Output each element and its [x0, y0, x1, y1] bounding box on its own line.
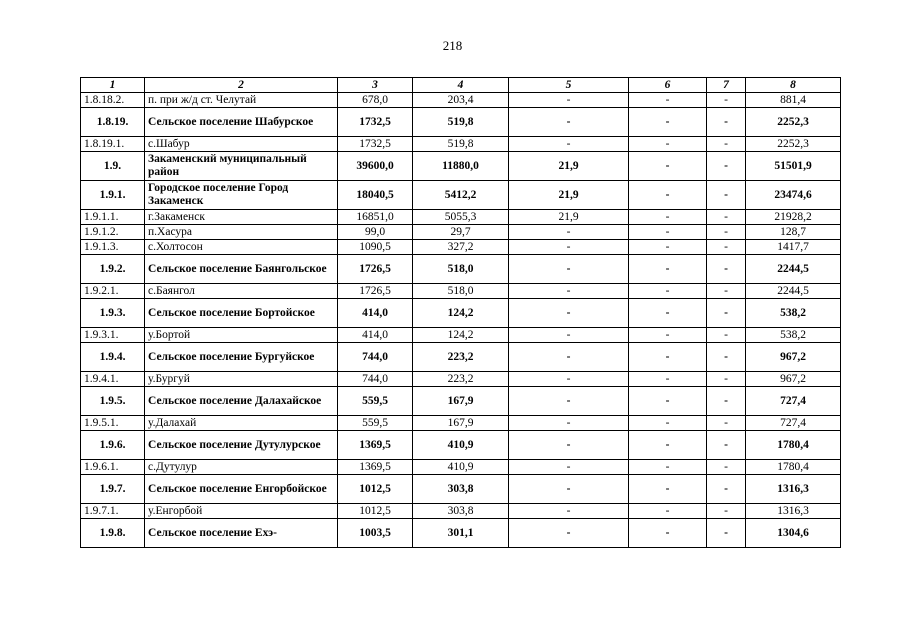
table-cell: 1.9.7.1.	[81, 504, 145, 519]
table-cell: 1012,5	[338, 504, 413, 519]
table-cell: 1.9.1.1.	[81, 210, 145, 225]
table-cell: 1.9.5.	[81, 387, 145, 416]
table-cell: Сельское поселение Дутулурское	[145, 431, 338, 460]
table-cell: 1.9.	[81, 152, 145, 181]
table-cell: 203,4	[413, 93, 509, 108]
table-row	[81, 108, 841, 137]
table-cell: -	[509, 460, 629, 475]
table-cell: -	[707, 225, 746, 240]
table-cell: у.Бортой	[145, 328, 338, 343]
table-cell: 538,2	[746, 328, 841, 343]
table-row	[81, 225, 841, 240]
page-number: 218	[442, 38, 463, 53]
table-cell: 1.9.4.	[81, 343, 145, 372]
table-cell: -	[707, 343, 746, 372]
table-cell: -	[629, 328, 707, 343]
table-cell: п. при ж/д ст. Челутай	[145, 93, 338, 108]
table-cell: -	[509, 504, 629, 519]
table-cell: 124,2	[413, 299, 509, 328]
table-cell: -	[629, 284, 707, 299]
table-cell: 1316,3	[746, 475, 841, 504]
table-cell: 1316,3	[746, 504, 841, 519]
table-cell: 167,9	[413, 416, 509, 431]
table-cell: -	[707, 504, 746, 519]
table-cell: -	[509, 372, 629, 387]
data-table	[80, 77, 841, 548]
table-cell: 167,9	[413, 387, 509, 416]
table-cell: 1.8.19.	[81, 108, 145, 137]
table-cell: 881,4	[746, 93, 841, 108]
table-cell: 29,7	[413, 225, 509, 240]
table-row	[81, 460, 841, 475]
table-cell: 967,2	[746, 372, 841, 387]
table-cell: -	[707, 299, 746, 328]
table-row	[81, 181, 841, 210]
table-cell: -	[509, 475, 629, 504]
table-cell: 1.9.2.1.	[81, 284, 145, 299]
table-cell: 559,5	[338, 387, 413, 416]
table-cell: 21,9	[509, 210, 629, 225]
table-cell: 1732,5	[338, 108, 413, 137]
table-cell: -	[629, 504, 707, 519]
table-cell: -	[707, 152, 746, 181]
table-cell: 414,0	[338, 328, 413, 343]
table-cell: 744,0	[338, 343, 413, 372]
header-cell: 7	[707, 78, 746, 93]
header-cell: 5	[509, 78, 629, 93]
table-row	[81, 504, 841, 519]
table-cell: 1.9.6.	[81, 431, 145, 460]
table-cell: -	[629, 431, 707, 460]
table-cell: 1.9.1.	[81, 181, 145, 210]
table-cell: 5412,2	[413, 181, 509, 210]
table-cell: -	[707, 284, 746, 299]
table-cell: -	[509, 240, 629, 255]
table-cell: -	[629, 240, 707, 255]
table-cell: 21,9	[509, 181, 629, 210]
table-cell: -	[707, 460, 746, 475]
table-cell: Сельское поселение Бургуйское	[145, 343, 338, 372]
header-cell: 8	[746, 78, 841, 93]
table-cell: -	[509, 137, 629, 152]
table-cell: 1.9.4.1.	[81, 372, 145, 387]
table-cell: -	[629, 152, 707, 181]
table-cell: -	[629, 181, 707, 210]
table-cell: 128,7	[746, 225, 841, 240]
table-cell: 538,2	[746, 299, 841, 328]
table-row	[81, 343, 841, 372]
table-cell: 518,0	[413, 284, 509, 299]
table-cell: 1090,5	[338, 240, 413, 255]
table-cell: 2252,3	[746, 108, 841, 137]
table-cell: 1304,6	[746, 519, 841, 548]
table-cell: -	[629, 210, 707, 225]
table-cell: 2252,3	[746, 137, 841, 152]
table-cell: с.Баянгол	[145, 284, 338, 299]
table-cell: -	[509, 93, 629, 108]
table-cell: у.Далахай	[145, 416, 338, 431]
table-cell: Сельское поселение Шабурское	[145, 108, 338, 137]
table-cell: 39600,0	[338, 152, 413, 181]
table-cell: 21,9	[509, 152, 629, 181]
header-cell: 6	[629, 78, 707, 93]
table-cell: п.Хасура	[145, 225, 338, 240]
table-cell: -	[629, 225, 707, 240]
table-cell: 1780,4	[746, 431, 841, 460]
table-row	[81, 137, 841, 152]
table-cell: 1726,5	[338, 255, 413, 284]
table-row	[81, 328, 841, 343]
table-cell: с.Дутулур	[145, 460, 338, 475]
table-cell: -	[629, 460, 707, 475]
table-cell: -	[629, 299, 707, 328]
table-cell: -	[629, 137, 707, 152]
header-cell: 4	[413, 78, 509, 93]
table-cell: г.Закаменск	[145, 210, 338, 225]
table-cell: 18040,5	[338, 181, 413, 210]
table-cell: 124,2	[413, 328, 509, 343]
table-cell: 1.9.3.	[81, 299, 145, 328]
table-cell: 2244,5	[746, 255, 841, 284]
table-cell: Сельское поселение Баянгольское	[145, 255, 338, 284]
table-cell: -	[629, 387, 707, 416]
table-cell: 1369,5	[338, 460, 413, 475]
table-row	[81, 240, 841, 255]
table-cell: 99,0	[338, 225, 413, 240]
header-cell: 1	[81, 78, 145, 93]
table-cell: Сельское поселение Ехэ-	[145, 519, 338, 548]
table-cell: -	[509, 387, 629, 416]
table-cell: -	[707, 108, 746, 137]
table-cell: 1.8.18.2.	[81, 93, 145, 108]
table-cell: 23474,6	[746, 181, 841, 210]
table-cell: -	[629, 108, 707, 137]
table-row	[81, 519, 841, 548]
table-cell: 1780,4	[746, 460, 841, 475]
table-cell: с.Холтосон	[145, 240, 338, 255]
table-cell: -	[707, 255, 746, 284]
table-row	[81, 475, 841, 504]
table-cell: 16851,0	[338, 210, 413, 225]
table-row	[81, 431, 841, 460]
table-cell: 5055,3	[413, 210, 509, 225]
table-cell: 1732,5	[338, 137, 413, 152]
table-row	[81, 255, 841, 284]
table-cell: с.Шабур	[145, 137, 338, 152]
table-cell: -	[509, 343, 629, 372]
table-cell: 1369,5	[338, 431, 413, 460]
table-cell: -	[509, 328, 629, 343]
table-cell: 559,5	[338, 416, 413, 431]
table-cell: 21928,2	[746, 210, 841, 225]
table-cell: -	[707, 387, 746, 416]
table-cell: -	[509, 431, 629, 460]
table-cell: 1.9.7.	[81, 475, 145, 504]
table-cell: -	[707, 210, 746, 225]
table-cell: -	[509, 225, 629, 240]
table-row	[81, 372, 841, 387]
table-cell: 327,2	[413, 240, 509, 255]
table-cell: 1012,5	[338, 475, 413, 504]
table-cell: 303,8	[413, 504, 509, 519]
table-cell: -	[629, 255, 707, 284]
table-cell: -	[707, 240, 746, 255]
table-cell: -	[509, 299, 629, 328]
table-cell: 410,9	[413, 460, 509, 475]
table-cell: -	[509, 108, 629, 137]
table-cell: 11880,0	[413, 152, 509, 181]
table-cell: 1.9.1.3.	[81, 240, 145, 255]
table-cell: -	[707, 519, 746, 548]
table-cell: -	[629, 475, 707, 504]
table-cell: 727,4	[746, 387, 841, 416]
table-cell: 518,0	[413, 255, 509, 284]
table-row	[81, 210, 841, 225]
header-row	[81, 78, 841, 93]
table-cell: -	[707, 137, 746, 152]
table-cell: 1003,5	[338, 519, 413, 548]
table-cell: у.Бургуй	[145, 372, 338, 387]
table-cell: 519,8	[413, 137, 509, 152]
table-cell: Сельское поселение Енгорбойское	[145, 475, 338, 504]
table-cell: 223,2	[413, 343, 509, 372]
table-row	[81, 152, 841, 181]
table-cell: 1.9.3.1.	[81, 328, 145, 343]
table-cell: 51501,9	[746, 152, 841, 181]
table-cell: 1.8.19.1.	[81, 137, 145, 152]
table-cell: -	[707, 372, 746, 387]
table-cell: 744,0	[338, 372, 413, 387]
table-cell: -	[629, 93, 707, 108]
table-cell: -	[707, 416, 746, 431]
table-row	[81, 416, 841, 431]
table-cell: -	[629, 519, 707, 548]
table-cell: -	[707, 431, 746, 460]
table-cell: 223,2	[413, 372, 509, 387]
table-cell: 1417,7	[746, 240, 841, 255]
table-cell: -	[707, 93, 746, 108]
table-cell: Сельское поселение Далахайское	[145, 387, 338, 416]
table-cell: -	[707, 181, 746, 210]
table-cell: 1.9.2.	[81, 255, 145, 284]
table-body	[81, 93, 841, 548]
table-row	[81, 299, 841, 328]
table-cell: 410,9	[413, 431, 509, 460]
table-cell: 1.9.1.2.	[81, 225, 145, 240]
table-cell: -	[707, 328, 746, 343]
table-row	[81, 93, 841, 108]
table-cell: Закаменский муниципальный район	[145, 152, 338, 181]
table-cell: -	[509, 255, 629, 284]
table-cell: -	[509, 519, 629, 548]
table-cell: Сельское поселение Бортойское	[145, 299, 338, 328]
table-cell: -	[707, 475, 746, 504]
table-cell: 2244,5	[746, 284, 841, 299]
table-cell: -	[509, 284, 629, 299]
table-cell: 1.9.8.	[81, 519, 145, 548]
table-cell: 519,8	[413, 108, 509, 137]
table-cell: 967,2	[746, 343, 841, 372]
header-cell: 2	[145, 78, 338, 93]
table-cell: у.Енгорбой	[145, 504, 338, 519]
table-cell: -	[629, 343, 707, 372]
table-cell: 1.9.5.1.	[81, 416, 145, 431]
table-row	[81, 284, 841, 299]
table-row	[81, 387, 841, 416]
table-cell: 301,1	[413, 519, 509, 548]
table-cell: 303,8	[413, 475, 509, 504]
table-cell: 1.9.6.1.	[81, 460, 145, 475]
table-cell: 414,0	[338, 299, 413, 328]
table-cell: -	[509, 416, 629, 431]
table-cell: Городское поселение Город Закаменск	[145, 181, 338, 210]
table-cell: 727,4	[746, 416, 841, 431]
table-cell: 678,0	[338, 93, 413, 108]
table-cell: 1726,5	[338, 284, 413, 299]
table-cell: -	[629, 372, 707, 387]
header-cell: 3	[338, 78, 413, 93]
table-cell: -	[629, 416, 707, 431]
